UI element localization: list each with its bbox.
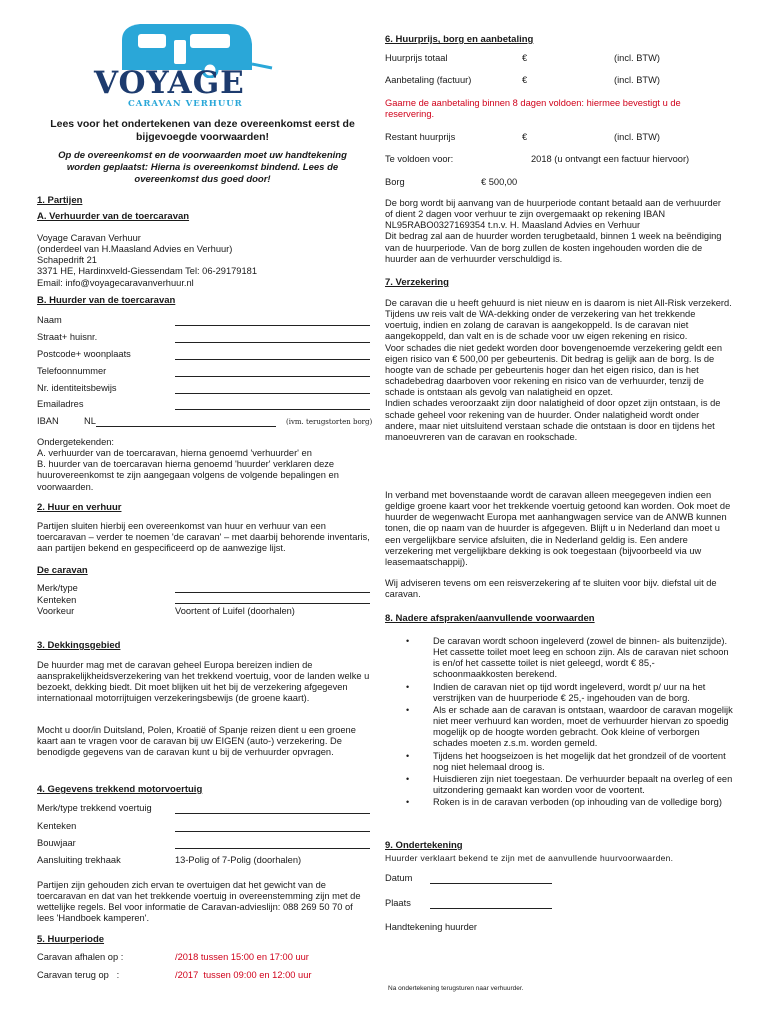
bouwjaar-input-line[interactable]	[175, 848, 370, 849]
naam-input-line[interactable]	[175, 325, 370, 326]
section-8-title: 8. Nadere afspraken/aanvullende voorwaarden	[385, 613, 595, 624]
terug-label: Caravan terug op :	[37, 970, 120, 980]
field-label-merktype: Merk/type	[37, 583, 78, 593]
intro-heading: Lees voor het ondertekenen van deze overeenkomst eerst de bijgevoegde voorwaarden!	[50, 118, 355, 144]
section-4-title: 4. Gegevens trekkend motorvoertuig	[37, 784, 203, 795]
section-1b-title: B. Huurder van de toercaravan	[37, 295, 176, 306]
footer-note: Na ondertekening terugsturen naar verhuurder.	[388, 985, 524, 992]
borg-value: € 500,00	[481, 177, 518, 187]
list-item: • Roken is in de caravan verboden (op inhouding van de volledige borg)	[385, 797, 733, 808]
iban-note: (ivm. terugstorten borg)	[286, 418, 373, 426]
aanbetaling-btw: (incl. BTW)	[614, 75, 660, 85]
voldoen-value: 2018 (u ontvangt een factuur hiervoor)	[531, 154, 690, 164]
gewicht-text: Partijen zijn gehouden zich ervan te overtuigen dat het gewicht van de toercaravan en dat van het trekkende voertuig in overeenstemming zijn met de wettelijke regels. Bel voor informatie de Caravan-advieslijn: 088 269 50 70 of lees 'Handboek kamperen'.	[37, 880, 361, 924]
logo	[90, 18, 290, 110]
voorkeur-value: Voortent of Luifel (doorhalen)	[175, 606, 295, 616]
section-1-title: 1. Partijen	[37, 195, 83, 206]
field-label-kenteken-auto: Kenteken	[37, 821, 77, 831]
iban-input-line[interactable]	[96, 426, 276, 427]
ondertekening-statement: Huurder verklaart bekend te zijn met de aanvullende huurvoorwaarden.	[385, 853, 674, 863]
field-label-iban: IBAN	[37, 416, 59, 426]
field-label-voorkeur: Voorkeur	[37, 606, 75, 616]
datum-label: Datum	[385, 873, 413, 883]
verzekering-text-1: De caravan die u heeft gehuurd is niet nieuw en is daarom is niet All-Risk verzekerd. Tijdens uw reis valt de WA-dekking onder de verzekering van het trekkende voertuig, indien en zolang de caravan is aangekoppeld. Is de caravan niet aangekoppeld, dan valt en is de schade voor uw eigen rekening en risico. Voor schades die niet gedekt worden door bovengenoemde verzekering geldt een eigen risico van € 500,00 per gebeurtenis. Dit bedrag is gelijk aan de borg. Is de hoogte van de schade per gebeurtenis hoger dan het eigen risico, dan is het schadebedrag daarboven voor rekening en risico van de verhuurder, tenzij de schade is ontstaan als gevolg van nalatigheid en opzet. Indien schades veroorzaakt zijn door nalatigheid of door opzet zijn ontstaan, is de schade geheel voor rekening van de huurder. Onder nalatigheid wordt onder andere, maar niet uitsluitend verstaan schade die ontstaan is door en tijdens het manoeuvreren van de caravan en rookschade.	[385, 298, 732, 442]
huurprijs-totaal-euro: €	[522, 53, 528, 63]
field-label-identiteit: Nr. identiteitsbewijs	[37, 383, 117, 393]
field-label-bouwjaar: Bouwjaar	[37, 838, 76, 848]
verzekering-text-3: Wij adviseren tevens om een reisverzekering af te sluiten voor bijv. diefstal uit de caravan.	[385, 578, 717, 600]
straat-input-line[interactable]	[175, 342, 370, 343]
field-label-kenteken: Kenteken	[37, 595, 77, 605]
telefoon-input-line[interactable]	[175, 376, 370, 377]
afhalen-value: /2018 tussen 15:00 en 17:00 uur	[175, 952, 309, 962]
section-9-title: 9. Ondertekening	[385, 840, 463, 851]
voldoen-label: Te voldoen voor:	[385, 154, 454, 164]
section-3-title: 3. Dekkingsgebied	[37, 640, 121, 651]
field-label-naam: Naam	[37, 315, 62, 325]
caravan-title: De caravan	[37, 565, 88, 576]
section-1a-title: A. Verhuurder van de toercaravan	[37, 211, 190, 222]
section-5-title: 5. Huurperiode	[37, 934, 105, 945]
section-6-title: 6. Huurprijs, borg en aanbetaling	[385, 34, 534, 45]
list-item: • De caravan wordt schoon ingeleverd (zowel de binnen- als buitenzijde). Het cassette toilet moet leeg en schoon zijn. Als de caravan niet schoon is en/of het cassette toilet is niet geleegd, wordt € 85,- schoonmaakkosten berekend.	[385, 636, 733, 681]
aanbetaling-warning: Gaarne de aanbetaling binnen 8 dagen voldoen: hiermee bevestigt u de reservering.	[385, 98, 681, 120]
field-label-postcode: Postcode+ woonplaats	[37, 349, 131, 359]
restant-label: Restant huurprijs	[385, 132, 456, 142]
field-label-email: Emailadres	[37, 399, 84, 409]
dekking-text-2: Mocht u door/in Duitsland, Polen, Kroatië of Spanje reizen dient u een groene kaart aan te vragen voor de caravan bij uw EIGEN (auto-) verzekering. De benodigde gegevens van de caravan kunt u bij de verhuurder opvragen.	[37, 725, 356, 758]
list-item: • Indien de caravan niet op tijd wordt ingeleverd, wordt p/ uur na het verstrijken van de huurperiode € 25,- ingehouden van de borg.	[385, 682, 733, 704]
list-item: • Als er schade aan de caravan is ontstaan, waardoor de caravan mogelijk niet meer verhuurd kan worden, moet de verhuurder hiervan zo spoedig mogelijk op de hoogte worden gebracht. Ook kleine of verborgen schades moeten z.s.m. worden gemeld.	[385, 705, 733, 750]
restant-btw: (incl. BTW)	[614, 132, 660, 142]
section-7-title: 7. Verzekering	[385, 277, 449, 288]
restant-euro: €	[522, 132, 528, 142]
merktype-input-line[interactable]	[175, 592, 370, 593]
dekking-text-1: De huurder mag met de caravan geheel Europa bereizen indien de aansprakelijkheidsverzekering van het trekkend voertuig, voor de landen welke u bezoekt, dekking biedt. Dit moet blijken uit het bij de verzekering afgegeven internationaal motorrijtuigen verzekeringsbewijs (de groene kaart).	[37, 660, 370, 704]
voorwaarden-list	[385, 636, 733, 809]
field-label-telefoon: Telefoonnummer	[37, 366, 107, 376]
identiteit-input-line[interactable]	[175, 393, 370, 394]
plaats-label: Plaats	[385, 898, 411, 908]
aanbetaling-euro: €	[522, 75, 528, 85]
logo-word: VOYAGE	[94, 65, 245, 101]
ondergetekenden-text: Ondergetekenden: A. verhuurder van de toercaravan, hierna genoemd 'verhuurder' en B. huurder van de toercaravan hierna genoemd 'huurder' verklaren deze huurovereenkomst te zijn aangegaan volgens de volgende bepalingen en voorwaarden.	[37, 437, 339, 492]
intro-note: Op de overeenkomst en de voorwaarden moet uw handtekening worden geplaatst: Hierna is overeenkomst bindend. Lees de overeenkomst dus goed door!	[58, 150, 347, 185]
field-label-straat: Straat+ huisnr.	[37, 332, 98, 342]
logo-subtitle: CARAVAN VERHUUR	[128, 99, 243, 109]
postcode-input-line[interactable]	[175, 359, 370, 360]
email-input-line[interactable]	[175, 409, 370, 410]
verzekering-text-2: In verband met bovenstaande wordt de caravan alleen meegegeven indien een geldige groene kaart voor het trekkende voertuig getoond kan worden. Ook moet de huurder de wegenwacht Europa met aanhangwagen service van de ANWB kunnen tonen, die op naam van de huurder is afgegeven. Blijft u in Nederland dan moet u een vergelijkbare service afsluiten, die in Nederland geldig is. Een andere verzekering met vergelijkbare dekking is ook toegestaan (bijvoorbeeld via uw leasemaatschappij).	[385, 490, 731, 567]
list-item: • Tijdens het hoogseizoen is het mogelijk dat het grondzeil of de voortent nog niet helemaal droog is.	[385, 751, 733, 773]
aanbetaling-label: Aanbetaling (factuur)	[385, 75, 472, 85]
trekkend-input-line[interactable]	[175, 813, 370, 814]
borg-text: De borg wordt bij aanvang van de huurperiode contant betaald aan de verhuurder of dient 2 dagen voor verhuur te zijn overgemaakt op rekening IBAN NL95RABO0327169354 t.n.v. H. Maasland Advies en Verhuur Dit bedrag zal aan de huurder worden terugbetaald, binnen 1 week na beëndiging van de huurperiode. Van de borg zullen de kosten ingehouden worden die de huurder aan de verhuurder verschuldigd is.	[385, 198, 722, 264]
kenteken-input-line[interactable]	[175, 603, 370, 604]
section-2-title: 2. Huur en verhuur	[37, 502, 122, 513]
plaats-input-line[interactable]	[430, 908, 552, 909]
handtekening-label: Handtekening huurder	[385, 922, 478, 932]
trekhaak-value: 13-Polig of 7-Polig (doorhalen)	[175, 855, 302, 865]
field-label-trekkend: Merk/type trekkend voertuig	[37, 803, 152, 813]
afhalen-label: Caravan afhalen op :	[37, 952, 124, 962]
huur-verhuur-text: Partijen sluiten hierbij een overeenkomst van huur en verhuur van een toercaravan – verder te noemen 'de caravan' – met daarbij behorende inventaris, aan partijen bekend en gespecificeerd op de aanwezige lijst.	[37, 521, 370, 554]
borg-label: Borg	[385, 177, 405, 187]
verhuurder-address: Voyage Caravan Verhuur (onderdeel van H.Maasland Advies en Verhuur) Schapedrift 21 3371 HE, Hardinxveld-Giessendam Tel: 06-29179181 Email: info@voyagecaravanverhuur.nl	[37, 233, 257, 288]
datum-input-line[interactable]	[430, 883, 552, 884]
terug-value: /2017 tussen 09:00 en 12:00 uur	[175, 970, 312, 980]
field-label-trekhaak: Aansluiting trekhaak	[37, 855, 121, 865]
huurprijs-totaal-label: Huurprijs totaal	[385, 53, 448, 63]
list-item: • Huisdieren zijn niet toegestaan. De verhuurder bepaalt na overleg of een uitzondering gemaakt kan worden voor de voortent.	[385, 774, 733, 796]
huurprijs-totaal-btw: (incl. BTW)	[614, 53, 660, 63]
kenteken-auto-input-line[interactable]	[175, 831, 370, 832]
iban-prefix: NL	[84, 416, 96, 426]
